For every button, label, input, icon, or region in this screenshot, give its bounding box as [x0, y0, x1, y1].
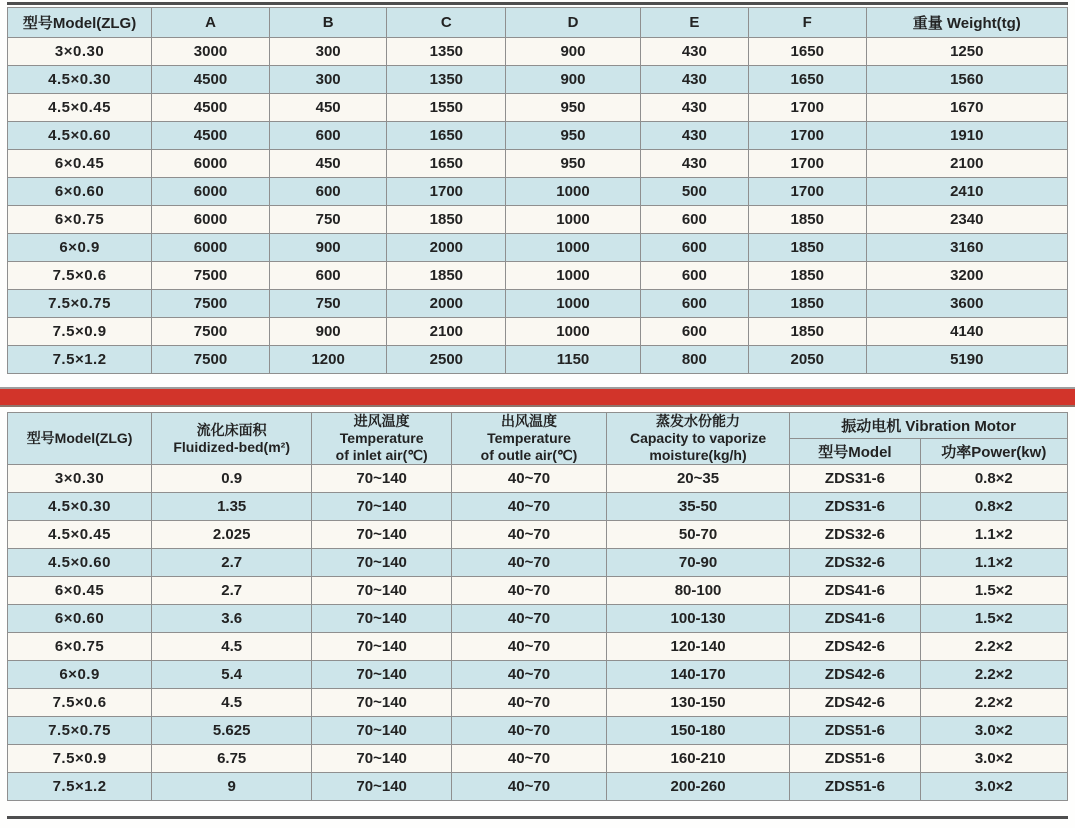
table-cell: ZDS31-6	[790, 465, 920, 493]
table-cell: 600	[640, 290, 748, 318]
table-cell: 1250	[866, 38, 1067, 66]
table-row	[8, 318, 1068, 346]
header-line: 进风温度	[353, 413, 410, 429]
table-cell: 160-210	[606, 745, 789, 773]
table-cell: ZDS32-6	[790, 521, 920, 549]
col-header-vibration-motor: 振动电机 Vibration Motor	[790, 413, 1068, 439]
table-cell: 2.2×2	[920, 689, 1067, 717]
table-cell: 1700	[748, 94, 866, 122]
table-cell: 2100	[387, 318, 506, 346]
table-row	[8, 234, 1068, 262]
header-line: of outle air(℃)	[480, 447, 578, 463]
model-cell: 7.5×1.2	[8, 346, 152, 374]
top-rule	[7, 2, 1068, 5]
table-cell: ZDS51-6	[790, 773, 920, 801]
model-cell: 4.5×0.60	[8, 549, 152, 577]
table-cell: 750	[269, 290, 387, 318]
table-cell: 70~140	[312, 745, 452, 773]
table-cell: 1670	[866, 94, 1067, 122]
dimensions-table	[7, 7, 1068, 374]
table-cell: 900	[269, 234, 387, 262]
model-cell: 7.5×0.6	[8, 689, 152, 717]
table-cell: 1.35	[152, 493, 312, 521]
table-cell: 1150	[506, 346, 641, 374]
table-cell: 1650	[387, 122, 506, 150]
table-cell: 1850	[387, 206, 506, 234]
header-line: 型号Model(ZLG)	[26, 430, 133, 446]
table-cell: 430	[640, 66, 748, 94]
table-cell: 1850	[748, 234, 866, 262]
model-cell: 6×0.45	[8, 150, 152, 178]
table-cell: ZDS32-6	[790, 549, 920, 577]
table-cell: 2000	[387, 290, 506, 318]
table-cell: 1700	[748, 122, 866, 150]
table-row	[8, 150, 1068, 178]
table-cell: 1000	[506, 318, 641, 346]
table-cell: ZDS41-6	[790, 577, 920, 605]
table-cell: 6000	[152, 178, 270, 206]
table-cell: 4.5	[152, 633, 312, 661]
table-cell: 2410	[866, 178, 1067, 206]
table-cell: 1650	[748, 66, 866, 94]
table-cell: 70~140	[312, 773, 452, 801]
table-cell: 1700	[748, 150, 866, 178]
header-line: 流化床面积	[196, 421, 267, 438]
model-cell: 3×0.30	[8, 38, 152, 66]
table-cell: 1200	[269, 346, 387, 374]
table-row	[8, 633, 1068, 661]
table-cell: 40~70	[452, 521, 607, 549]
table-row	[8, 549, 1068, 577]
model-cell: 4.5×0.45	[8, 521, 152, 549]
table-cell: 600	[269, 122, 387, 150]
table-row	[8, 773, 1068, 801]
table-cell: 600	[640, 262, 748, 290]
table-row	[8, 689, 1068, 717]
table-row	[8, 521, 1068, 549]
table-cell: 3.0×2	[920, 745, 1067, 773]
table-cell: 750	[269, 206, 387, 234]
red-divider	[0, 387, 1075, 407]
table-cell: 600	[269, 178, 387, 206]
model-cell: 7.5×0.9	[8, 318, 152, 346]
table-cell: 1350	[387, 38, 506, 66]
table-cell: 40~70	[452, 493, 607, 521]
table-cell: 600	[640, 206, 748, 234]
table-cell: 100-130	[606, 605, 789, 633]
col-header-motor-model: 型号Model	[790, 439, 920, 465]
model-cell: 6×0.9	[8, 661, 152, 689]
table-cell: 3200	[866, 262, 1067, 290]
col-header-motor-power: 功率Power(kw)	[920, 439, 1067, 465]
table-cell: 2340	[866, 206, 1067, 234]
table-cell: 40~70	[452, 745, 607, 773]
model-cell: 4.5×0.30	[8, 493, 152, 521]
table-row	[8, 38, 1068, 66]
table-cell: 7500	[152, 318, 270, 346]
table-cell: 430	[640, 150, 748, 178]
header-line: 出风温度	[500, 413, 557, 429]
table-cell: 40~70	[452, 717, 607, 745]
table-cell: 70~140	[312, 577, 452, 605]
header-line: Temperature	[487, 430, 571, 446]
table-cell: 1.1×2	[920, 521, 1067, 549]
table-cell: 300	[269, 38, 387, 66]
table-cell: 0.8×2	[920, 493, 1067, 521]
table-row	[8, 465, 1068, 493]
table-cell: 3.0×2	[920, 773, 1067, 801]
table-cell: 1000	[506, 290, 641, 318]
table-cell: 1000	[506, 206, 641, 234]
table-cell: 6000	[152, 206, 270, 234]
model-cell: 7.5×0.75	[8, 717, 152, 745]
col-header-d: D	[506, 8, 641, 38]
table-cell: 20~35	[606, 465, 789, 493]
col-header-b: B	[269, 8, 387, 38]
table-cell: 7500	[152, 290, 270, 318]
col-header-vaporize-capacity	[606, 413, 789, 465]
table-cell: 1650	[748, 38, 866, 66]
table-cell: 300	[269, 66, 387, 94]
table-cell: 150-180	[606, 717, 789, 745]
table-cell: 1000	[506, 234, 641, 262]
model-cell: 4.5×0.30	[8, 66, 152, 94]
table-cell: 200-260	[606, 773, 789, 801]
table-cell: 3600	[866, 290, 1067, 318]
table-cell: 1.1×2	[920, 549, 1067, 577]
table-row	[8, 493, 1068, 521]
table-row	[8, 94, 1068, 122]
table-cell: 1910	[866, 122, 1067, 150]
table-cell: 40~70	[452, 661, 607, 689]
table-cell: 130-150	[606, 689, 789, 717]
model-cell: 7.5×0.75	[8, 290, 152, 318]
table-cell: 500	[640, 178, 748, 206]
table-cell: 2050	[748, 346, 866, 374]
model-cell: 6×0.9	[8, 234, 152, 262]
table-cell: ZDS42-6	[790, 661, 920, 689]
table-cell: 70-90	[606, 549, 789, 577]
table-cell: 140-170	[606, 661, 789, 689]
model-cell: 7.5×0.9	[8, 745, 152, 773]
table-cell: 1700	[748, 178, 866, 206]
table-cell: 450	[269, 150, 387, 178]
table-cell: 70~140	[312, 465, 452, 493]
table-cell: 1850	[748, 318, 866, 346]
table-cell: 950	[506, 150, 641, 178]
header-line: of inlet air(℃)	[335, 447, 428, 463]
table-cell: 4.5	[152, 689, 312, 717]
col-header-model	[8, 413, 152, 465]
table-cell: 2.7	[152, 577, 312, 605]
table-row	[8, 262, 1068, 290]
table-cell: 40~70	[452, 605, 607, 633]
table-cell: 1350	[387, 66, 506, 94]
table-cell: 5190	[866, 346, 1067, 374]
table-cell: ZDS51-6	[790, 745, 920, 773]
col-header-model: 型号Model(ZLG)	[8, 8, 152, 38]
table-cell: ZDS42-6	[790, 633, 920, 661]
table-cell: 6000	[152, 150, 270, 178]
table-cell: 4140	[866, 318, 1067, 346]
table-cell: 70~140	[312, 689, 452, 717]
table-cell: 450	[269, 94, 387, 122]
table-cell: 0.8×2	[920, 465, 1067, 493]
table-cell: 3.0×2	[920, 717, 1067, 745]
table-cell: ZDS42-6	[790, 689, 920, 717]
table-cell: 40~70	[452, 773, 607, 801]
table-cell: 800	[640, 346, 748, 374]
table-cell: 70~140	[312, 661, 452, 689]
col-header-a: A	[152, 8, 270, 38]
table-cell: 3160	[866, 234, 1067, 262]
table-cell: ZDS31-6	[790, 493, 920, 521]
header-line: moisture(kg/h)	[649, 447, 747, 463]
table-cell: 7500	[152, 346, 270, 374]
table-cell: 1560	[866, 66, 1067, 94]
col-header-fluidized-bed	[152, 413, 312, 465]
table-cell: 1550	[387, 94, 506, 122]
table-cell: 900	[506, 66, 641, 94]
model-cell: 6×0.60	[8, 178, 152, 206]
bottom-rule	[7, 816, 1068, 819]
table-cell: 4500	[152, 66, 270, 94]
table-cell: 600	[269, 262, 387, 290]
col-header-weight: 重量 Weight(tg)	[866, 8, 1067, 38]
model-cell: 6×0.75	[8, 633, 152, 661]
header-line: Fluidized-bed(m²)	[173, 438, 290, 455]
table-cell: 2100	[866, 150, 1067, 178]
table-cell: 3.6	[152, 605, 312, 633]
table-cell: 950	[506, 94, 641, 122]
table-cell: 430	[640, 94, 748, 122]
table-cell: 2.2×2	[920, 633, 1067, 661]
col-header-e: E	[640, 8, 748, 38]
table-cell: ZDS51-6	[790, 717, 920, 745]
table-row	[8, 717, 1068, 745]
table-cell: 1650	[387, 150, 506, 178]
table-cell: 1000	[506, 262, 641, 290]
model-cell: 7.5×1.2	[8, 773, 152, 801]
table-cell: 70~140	[312, 493, 452, 521]
table-cell: 2.025	[152, 521, 312, 549]
table-row	[8, 122, 1068, 150]
table-row	[8, 661, 1068, 689]
table-cell: 430	[640, 122, 748, 150]
table-cell: 9	[152, 773, 312, 801]
table-row	[8, 745, 1068, 773]
table-row	[8, 178, 1068, 206]
table-cell: 1850	[748, 206, 866, 234]
col-header-inlet-temp	[312, 413, 452, 465]
model-cell: 6×0.60	[8, 605, 152, 633]
table-cell: 4500	[152, 122, 270, 150]
table-cell: 5.4	[152, 661, 312, 689]
model-cell: 6×0.45	[8, 577, 152, 605]
table-cell: 40~70	[452, 549, 607, 577]
table-cell: 1700	[387, 178, 506, 206]
table-cell: 2500	[387, 346, 506, 374]
table-row	[8, 346, 1068, 374]
table-header-row	[8, 8, 1068, 38]
table-row	[8, 290, 1068, 318]
table-cell: 40~70	[452, 689, 607, 717]
model-cell: 4.5×0.45	[8, 94, 152, 122]
table-header-row	[8, 413, 1068, 439]
table-cell: 50-70	[606, 521, 789, 549]
table-cell: 3000	[152, 38, 270, 66]
table-cell: 35-50	[606, 493, 789, 521]
table-row	[8, 577, 1068, 605]
col-header-f: F	[748, 8, 866, 38]
table-cell: 0.9	[152, 465, 312, 493]
table-cell: 2000	[387, 234, 506, 262]
table-cell: 40~70	[452, 633, 607, 661]
table-cell: 70~140	[312, 633, 452, 661]
model-cell: 6×0.75	[8, 206, 152, 234]
table-cell: 70~140	[312, 521, 452, 549]
model-cell: 3×0.30	[8, 465, 152, 493]
table-cell: 2.2×2	[920, 661, 1067, 689]
table-cell: 70~140	[312, 549, 452, 577]
table-cell: 120-140	[606, 633, 789, 661]
table-cell: 1000	[506, 178, 641, 206]
table-cell: 900	[506, 38, 641, 66]
table-cell: 7500	[152, 262, 270, 290]
table-cell: 1.5×2	[920, 605, 1067, 633]
col-header-c: C	[387, 8, 506, 38]
header-line: Temperature	[339, 430, 424, 446]
table-row	[8, 206, 1068, 234]
table-cell: 1850	[748, 290, 866, 318]
table-cell: 40~70	[452, 577, 607, 605]
table-cell: 6.75	[152, 745, 312, 773]
table-cell: 70~140	[312, 605, 452, 633]
table-row	[8, 605, 1068, 633]
table-cell: 1850	[748, 262, 866, 290]
table-cell: 6000	[152, 234, 270, 262]
header-line: 蒸发水份能力	[656, 413, 741, 429]
performance-table	[7, 412, 1068, 801]
table-cell: 5.625	[152, 717, 312, 745]
table-cell: 80-100	[606, 577, 789, 605]
col-header-outlet-temp	[452, 413, 607, 465]
model-cell: 4.5×0.60	[8, 122, 152, 150]
table-row	[8, 66, 1068, 94]
header-line: Capacity to vaporize	[629, 430, 767, 446]
table-cell: 40~70	[452, 465, 607, 493]
table-cell: 430	[640, 38, 748, 66]
table-cell: 900	[269, 318, 387, 346]
model-cell: 7.5×0.6	[8, 262, 152, 290]
table-cell: 4500	[152, 94, 270, 122]
table-cell: ZDS41-6	[790, 605, 920, 633]
table-cell: 600	[640, 234, 748, 262]
table-cell: 950	[506, 122, 641, 150]
table-cell: 70~140	[312, 717, 452, 745]
table-cell: 1850	[387, 262, 506, 290]
table-cell: 600	[640, 318, 748, 346]
table-cell: 2.7	[152, 549, 312, 577]
table-cell: 1.5×2	[920, 577, 1067, 605]
